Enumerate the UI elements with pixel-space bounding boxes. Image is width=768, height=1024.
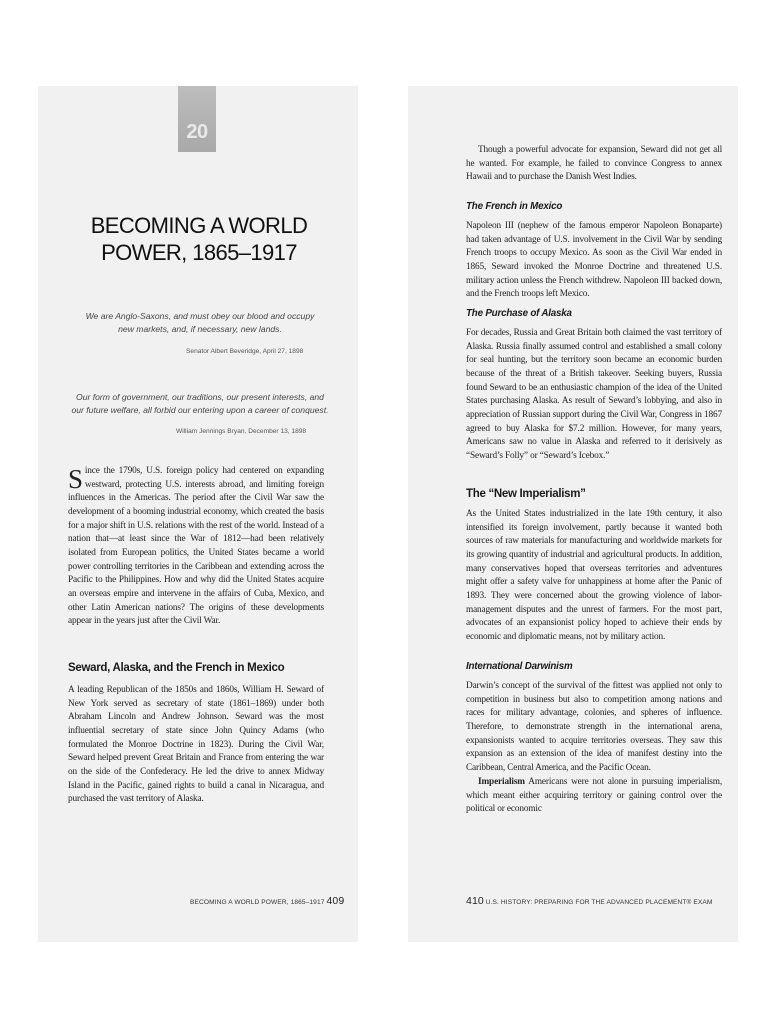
epigraph-2-attribution: William Jennings Bryan, December 13, 1898 xyxy=(176,428,307,435)
right-footer xyxy=(466,895,713,907)
subheading-international-darwinism: International Darwinism xyxy=(466,661,573,672)
opening-paragraph: Though a powerful advocate for expansion, Seward did not get all he wanted. For example, he failed to convince Congress to annex Hawaii and to purchase the Danish West Indies. xyxy=(466,145,722,183)
imperialism-definition-paragraph xyxy=(466,776,722,817)
french-paragraph: Napoleon III (nephew of the famous emperor Napoleon Bonaparte) had taken advantage of U.S. involvement in the Civil War by sending French troops to occupy Mexico. As soon as the Civil War ended in 1865, Seward invoked the Monroe Doctrine and threatened U.S. military action unless the French withdrew. Napoleon III backed down, and the French troops left Mexico. xyxy=(466,221,722,300)
intro-paragraph xyxy=(68,465,324,629)
imperialism-term: Imperialism xyxy=(478,777,525,787)
imperialism-definition: Americans were not alone in pursuing imperialism, which meant either acquiring territory or gaining control over the political or economic xyxy=(466,777,722,815)
left-page-number: 409 xyxy=(326,895,345,907)
intro-text: ince the 1790s, U.S. foreign policy had centered on expanding westward, protecting U.S. interests abroad, and limiting foreign influences in the Americas. The period after the Civil War saw the development of a booming industrial economy, which created the basis for a major shift in U.S. relations with the rest of the world. Instead of a nation that—at least since the War of 1812—had been relatively isolated from European politics, the United States became a world power controlling territories in the Caribbean and extending across the Pacific to the Philippines. How and why did the United States acquire an overseas empire and intervene in the affairs of Cuba, Mexico, and other Latin American nations? The origins of these developments appear in the years just after the Civil War. xyxy=(68,466,324,627)
alaska-paragraph: For decades, Russia and Great Britain both claimed the vast territory of Alaska. Russia finally assumed control and established a small colony for seal hunting, but the territory soon became an economic burden because of the threat of a British takeover. Seeking buyers, Russia found Seward to be an enthusiastic champion of the idea of the United States purchasing Alaska. As result of Seward’s lobbying, and also in appreciation of Russian support during the Civil War, Congress in 1867 agreed to buy Alaska for $7.2 million. However, for many years, Americans saw no value in Alaska and referred to it derisively as “Seward’s Folly” or “Seward’s Icebox.” xyxy=(466,328,722,461)
right-footer-title: U.S. HISTORY: PREPARING FOR THE ADVANCED PLACEMENT® EXAM xyxy=(485,899,713,906)
seward-paragraph: A leading Republican of the 1850s and 1860s, William H. Seward of New York served as secretary of state (1861–1869) under both Abraham Lincoln and Andrew Johnson. Seward was the most influential secretary of state since John Quincy Adams (who formulated the Monroe Doctrine in 1823). During the Civil War, Seward helped prevent Great Britain and France from entering the war on the side of the Confederacy. He led the drive to annex Midway Island in the Pacific, gained rights to build a canal in Nicaragua, and purchased the vast territory of Alaska. xyxy=(68,685,324,805)
left-footer xyxy=(190,895,344,907)
subheading-french-in-mexico: The French in Mexico xyxy=(466,201,563,212)
chapter-title: BECOMING A WORLD POWER, 1865–1917 xyxy=(90,213,308,265)
epigraph-2: Our form of government, our traditions, our present interests, and our future welfare, all forbid our entering upon a career of conquest. xyxy=(71,392,329,415)
epigraph-1: We are Anglo-Saxons, and must obey our blood and occupy new markets, and, if necessary, new lands. xyxy=(85,311,315,334)
right-page-number: 410 xyxy=(466,895,484,907)
chapter-number-tab xyxy=(178,86,216,152)
subheading-purchase-of-alaska: The Purchase of Alaska xyxy=(466,308,572,319)
darwinism-paragraph: Darwin’s concept of the survival of the fittest was applied not only to competition in business but also to competition among nations and races for military advantage, colonies, and spheres of influence. Therefore, to demonstrate strength in the international arena, expansionists wanted to acquire territories overseas. They saw this expansion as an extension of the idea of manifest destiny into the Caribbean, Central America, and the Pacific Ocean. xyxy=(466,681,722,773)
section-heading-new-imperialism: The “New Imperialism” xyxy=(466,488,586,500)
left-footer-title: BECOMING A WORLD POWER, 1865–1917 xyxy=(190,899,325,906)
epigraph-1-attribution: Senator Albert Beveridge, April 27, 1898 xyxy=(186,348,304,355)
drop-cap: S xyxy=(68,464,83,494)
section-heading-seward: Seward, Alaska, and the French in Mexico xyxy=(68,662,285,674)
chapter-number: 20 xyxy=(186,121,208,143)
imperialism-paragraph: As the United States industrialized in the late 19th century, it also intensified its foreign involvement, partly because it wanted both sources of raw materials for manufacturing and worldwide markets for its growing quantity of industrial and agricultural products. In addition, many conservatives hoped that overseas territories and adventures might offer a safety valve for unhappiness at home after the Panic of 1893. They were concerned about the growing violence of labor-management disputes and the unrest of farmers. For the most part, advocates of an expansionist policy hoped to achieve their ends by economic and diplomatic means, not by military action. xyxy=(466,509,722,642)
